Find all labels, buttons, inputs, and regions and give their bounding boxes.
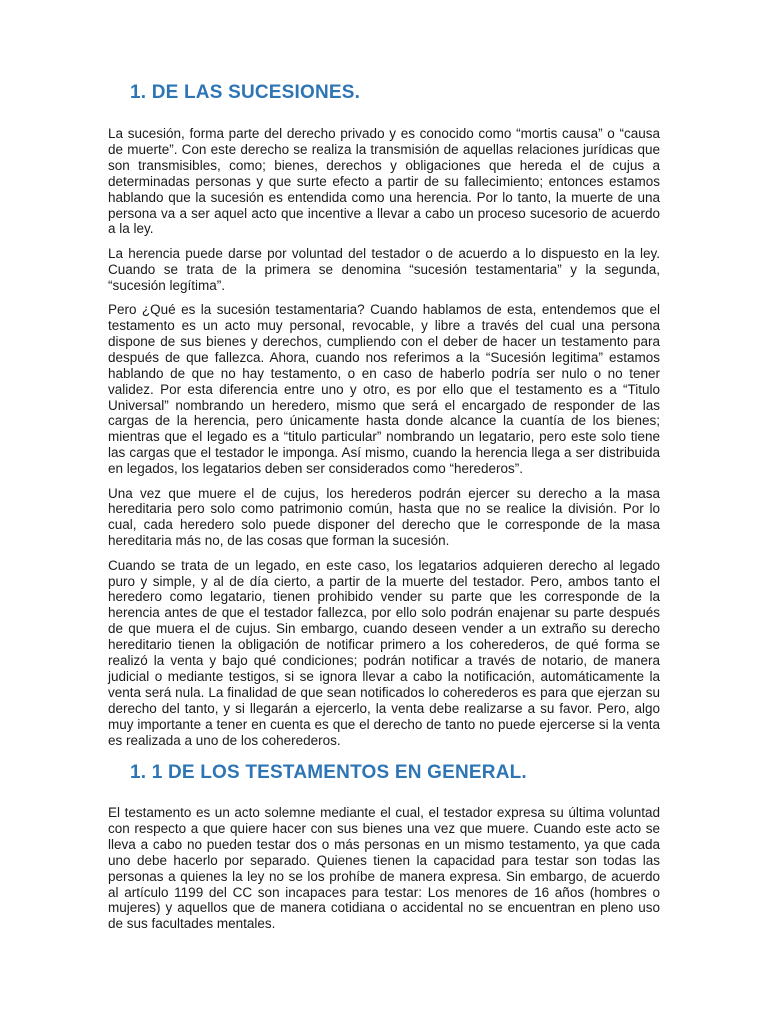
paragraph: El testamento es un acto solemne mediante el cual, el testador expresa su última voluntad con respecto a que quiere hacer con sus bienes una vez que muere. Cuando este acto se lleva a cabo no pueden testar dos o más personas en un mismo testamento, ya que cada uno debe hacerlo por separado. Quienes tienen la capacidad para testar son todas las personas a quienes la ley no se los prohíbe de manera expresa. Sin embargo, de acuerdo al artículo 1199 del CC son incapaces para testar: Los menores de 16 años (hombres o mujeres) y aquellos que de manera cotidiana o accidental no se encuentran en pleno uso de sus facultades mentales.	[108, 805, 660, 932]
section-body-sucesiones	[108, 126, 660, 757]
paragraph: La herencia puede darse por voluntad del testador o de acuerdo a lo dispuesto en la ley. Cuando se trata de la primera se denomina “sucesión testamentaria” y la segunda, “sucesión legítima”.	[108, 245, 660, 293]
section-heading-sucesiones: 1. DE LAS SUCESIONES.	[130, 82, 361, 103]
paragraph: Una vez que muere el de cujus, los herederos podrán ejercer su derecho a la masa hereditaria pero solo como patrimonio común, hasta que no se realice la división. Por lo cual, cada heredero solo puede disponer del derecho que le corresponde de la masa hereditaria más no, de las cosas que forman la sucesión.	[108, 485, 660, 549]
section-heading-testamentos: 1. 1 DE LOS TESTAMENTOS EN GENERAL.	[130, 762, 527, 783]
paragraph: Cuando se trata de un legado, en este caso, los legatarios adquieren derecho al legado puro y simple, y al de día cierto, a partir de la muerte del testador. Pero, ambos tanto el heredero como legatario, tienen prohibido vender su parte que les corresponde de la herencia antes de que el testador fallezca, por ello solo podrán enajenar su parte después de que muera el de cujus. Sin embargo, cuando deseen vender a un extraño su derecho hereditario tienen la obligación de notificar primero a los coherederos, de qué forma se realizó la venta y bajo qué condiciones; podrán notificar a través de notario, de manera judicial o mediante testigos, si se ignora llevar a cabo la notificación, automáticamente la venta será nula. La finalidad de que sean notificados lo coherederos es para que ejerzan su derecho del tanto, y si llegarán a ejercerlo, la venta debe realizarse a su favor. Pero, algo muy importante a tener en cuenta es que el derecho de tanto no puede ejercerse si la venta es realizada a uno de los coherederos.	[108, 557, 660, 748]
section-body-testamentos	[108, 805, 660, 941]
paragraph: La sucesión, forma parte del derecho privado y es conocido como “mortis causa” o “causa de muerte”. Con este derecho se realiza la transmisión de aquellas relaciones jurídicas que son transmisibles, como; bienes, derechos y obligaciones que hereda el de cujus a determinadas personas y que surte efecto a partir de su fallecimiento; entonces estamos hablando que la sucesión es entendida como una herencia. Por lo tanto, la muerte de una persona va a ser aquel acto que incentive a llevar a cabo un proceso sucesorio de acuerdo a la ley.	[108, 126, 660, 237]
paragraph: Pero ¿Qué es la sucesión testamentaria? Cuando hablamos de esta, entendemos que el testamento es un acto muy personal, revocable, y libre a través del cual una persona dispone de sus bienes y derechos, cumpliendo con el deber de hacer un testamento para después de que fallezca. Ahora, cuando nos referimos a la “Sucesión legitima” estamos hablando de que no hay testamento, o en caso de haberlo podría ser nulo o no tener validez. Por esta diferencia entre uno y otro, es por ello que el testamento es a “Titulo Universal” nombrando un heredero, mismo que será el encargado de responder de las cargas de la herencia, pero únicamente hasta donde alcance la cuantía de los bienes; mientras que el legado es a “titulo particular” nombrando un legatario, pero este solo tiene las cargas que el testador le imponga. Así mismo, cuando la herencia llega a ser distribuida en legados, los legatarios deben ser considerados como “herederos”.	[108, 302, 660, 477]
